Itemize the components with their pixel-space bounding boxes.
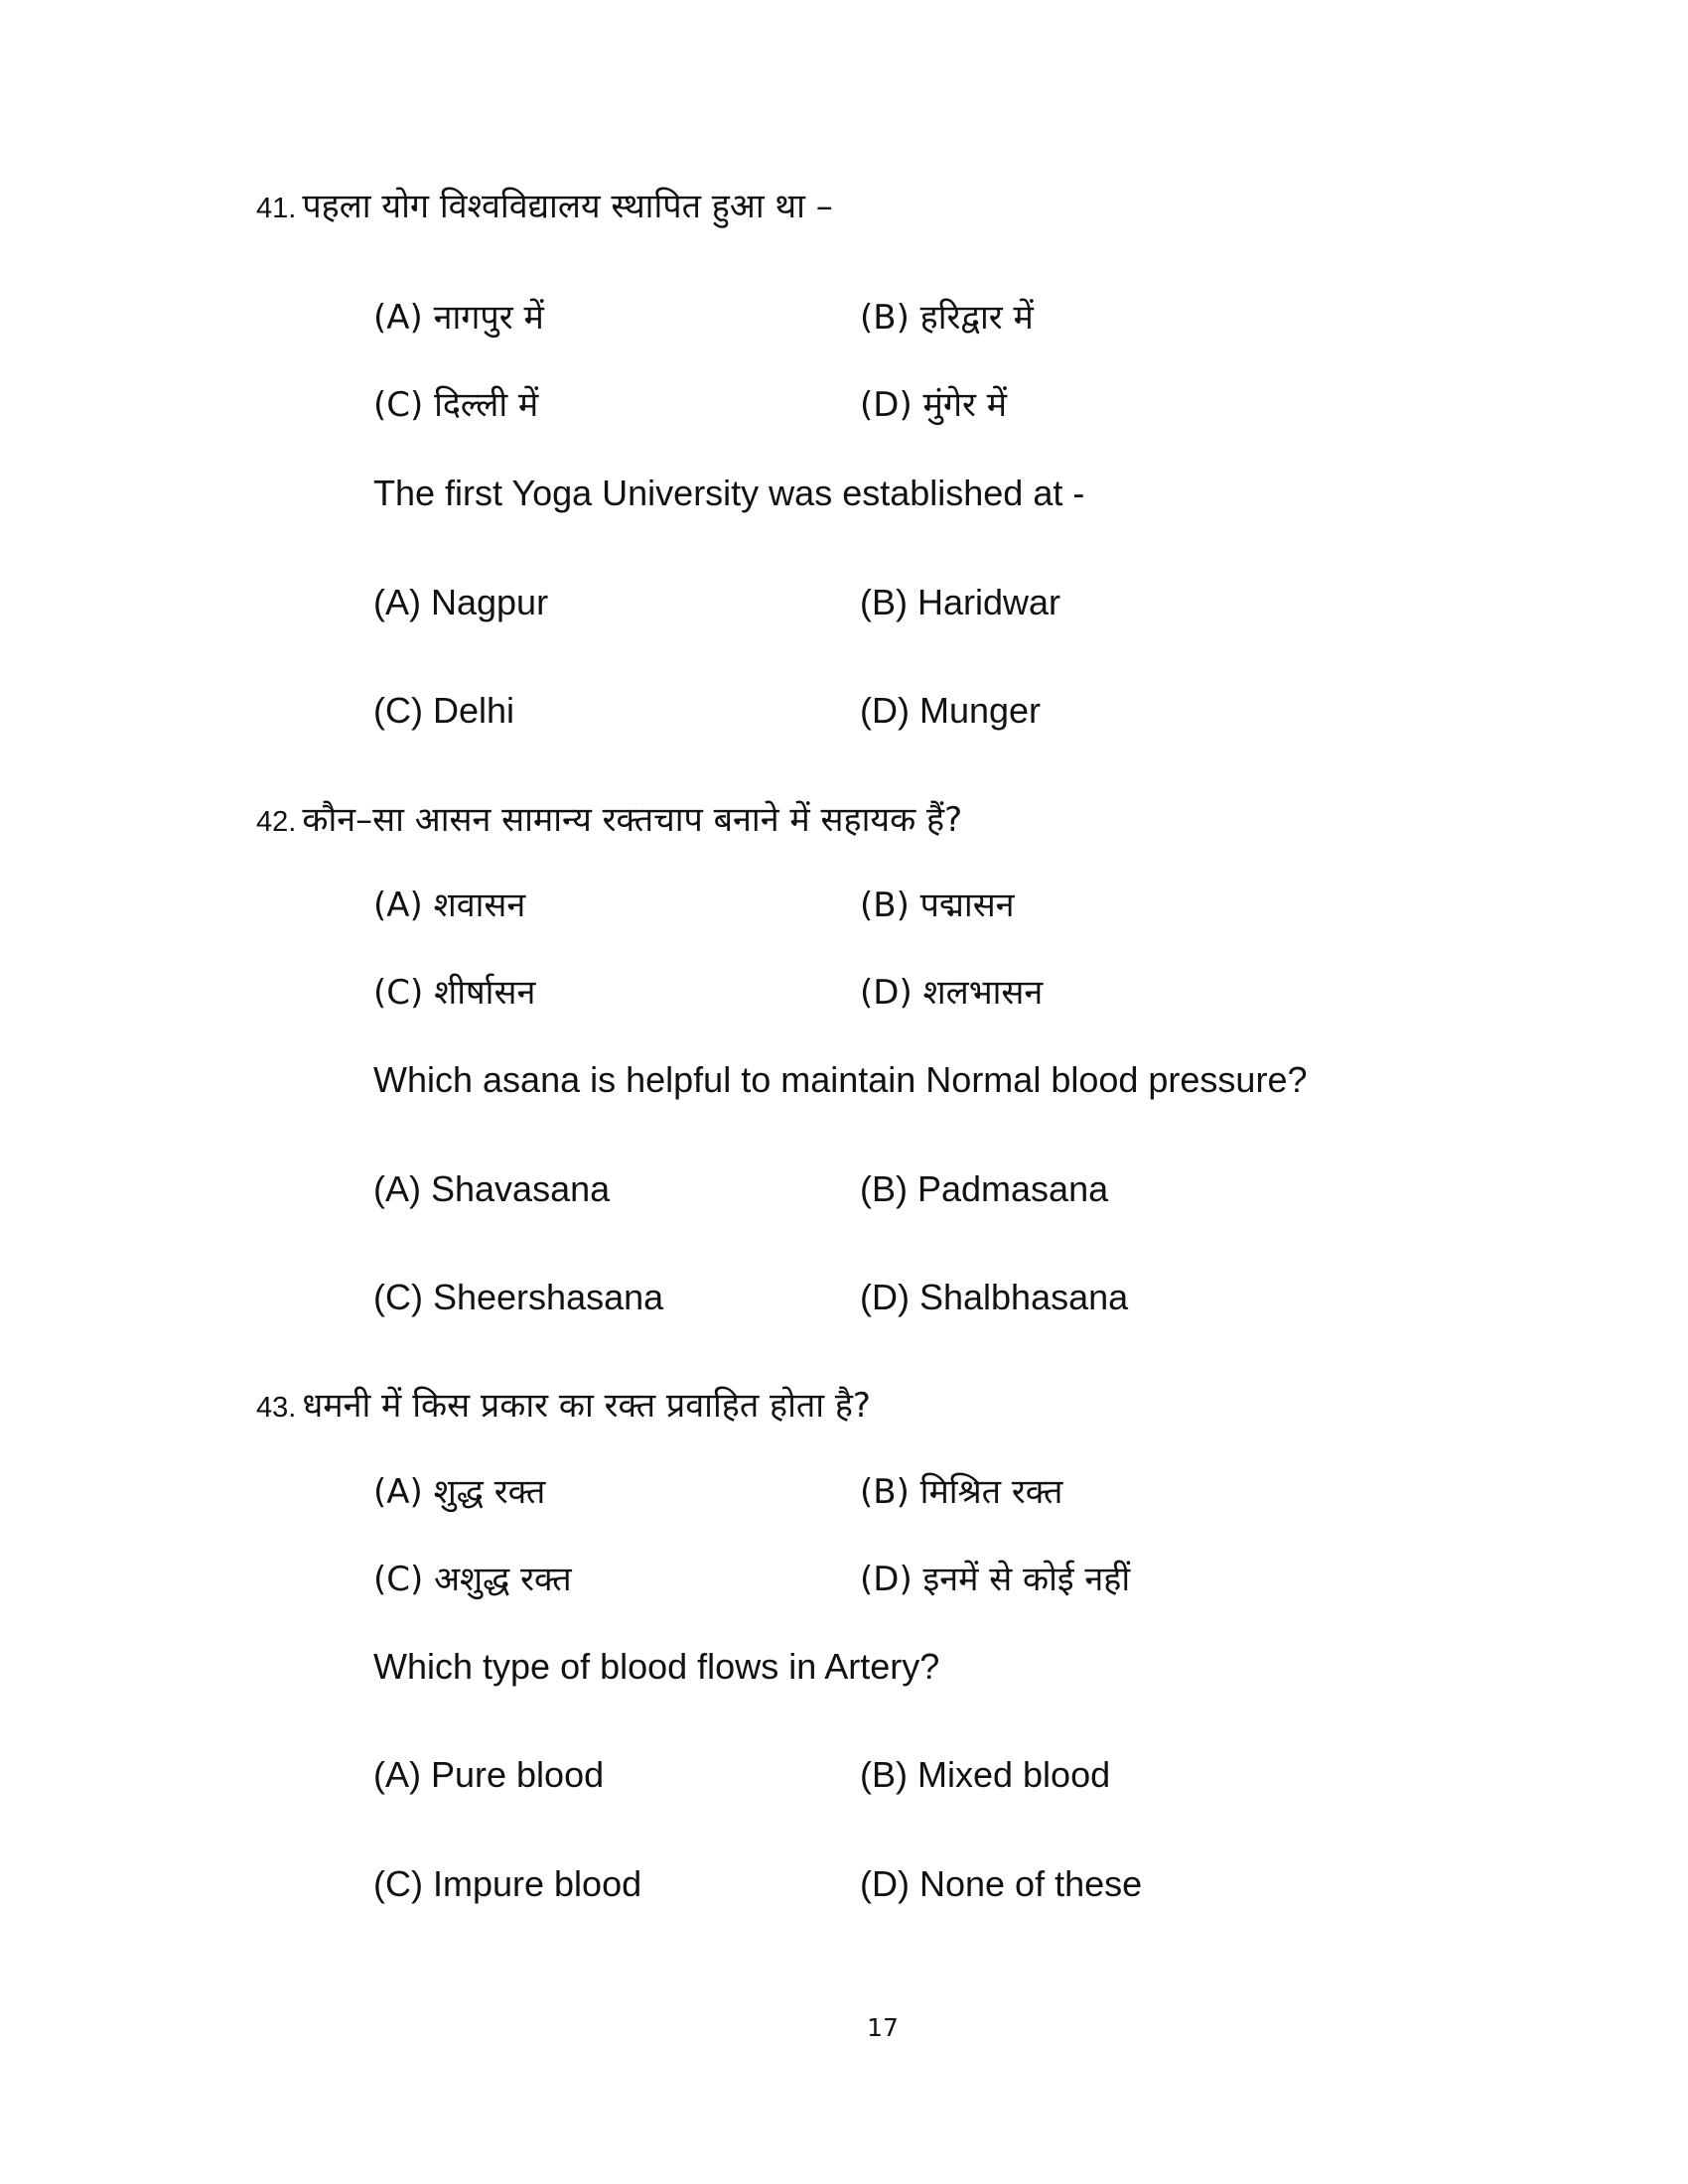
option-c-hindi: (C) शीर्षासन xyxy=(373,973,536,1013)
option-c-english: (C) Impure blood xyxy=(373,1863,642,1904)
question-43-hindi xyxy=(256,1384,871,1430)
question-text-hindi: कौन–सा आसन सामान्य रक्तचाप बनाने में सहायक हैं? xyxy=(302,800,963,840)
option-c-english: (C) Sheershasana xyxy=(373,1277,664,1317)
option-d-english: (D) None of these xyxy=(860,1863,1143,1904)
option-b-hindi: (B) मिश्रित रक्त xyxy=(860,1472,1063,1512)
option-a-english: (A) Pure blood xyxy=(373,1754,605,1795)
option-b-hindi: (B) हरिद्वार में xyxy=(860,298,1034,338)
question-text-hindi: पहला योग विश्वविद्यालय स्थापित हुआ था – xyxy=(302,187,833,226)
option-b-english: (B) Mixed blood xyxy=(860,1754,1111,1795)
question-42-english: Which asana is helpful to maintain Normal blood pressure? xyxy=(373,1059,1308,1100)
option-a-hindi: (A) शवासन xyxy=(373,886,526,925)
question-number: 41. xyxy=(256,193,297,224)
option-c-english: (C) Delhi xyxy=(373,690,515,731)
option-c-hindi: (C) दिल्ली में xyxy=(373,385,539,425)
option-d-hindi: (D) इनमें से कोई नहीं xyxy=(860,1560,1131,1599)
question-number: 43. xyxy=(256,1392,297,1424)
question-41-english: The first Yoga University was established at - xyxy=(373,473,1085,513)
page-number: 17 xyxy=(867,2013,899,2042)
option-a-english: (A) Shavasana xyxy=(373,1168,611,1209)
option-a-hindi: (A) नागपुर में xyxy=(373,298,544,338)
question-41-hindi xyxy=(256,185,833,230)
option-b-english: (B) Haridwar xyxy=(860,582,1061,622)
option-d-english: (D) Munger xyxy=(860,690,1042,731)
option-b-hindi: (B) पद्मासन xyxy=(860,886,1015,925)
option-a-english: (A) Nagpur xyxy=(373,582,549,622)
option-c-hindi: (C) अशुद्ध रक्त xyxy=(373,1560,572,1599)
option-d-hindi: (D) शलभासन xyxy=(860,973,1044,1013)
question-number: 42. xyxy=(256,806,297,838)
question-42-hindi xyxy=(256,798,962,844)
option-a-hindi: (A) शुद्ध रक्त xyxy=(373,1472,546,1512)
option-d-english: (D) Shalbhasana xyxy=(860,1277,1129,1317)
question-text-hindi: धमनी में किस प्रकार का रक्त प्रवाहित होता है? xyxy=(302,1386,871,1426)
option-d-hindi: (D) मुंगेर में xyxy=(860,385,1008,425)
question-43-english: Which type of blood flows in Artery? xyxy=(373,1646,940,1687)
option-b-english: (B) Padmasana xyxy=(860,1168,1109,1209)
